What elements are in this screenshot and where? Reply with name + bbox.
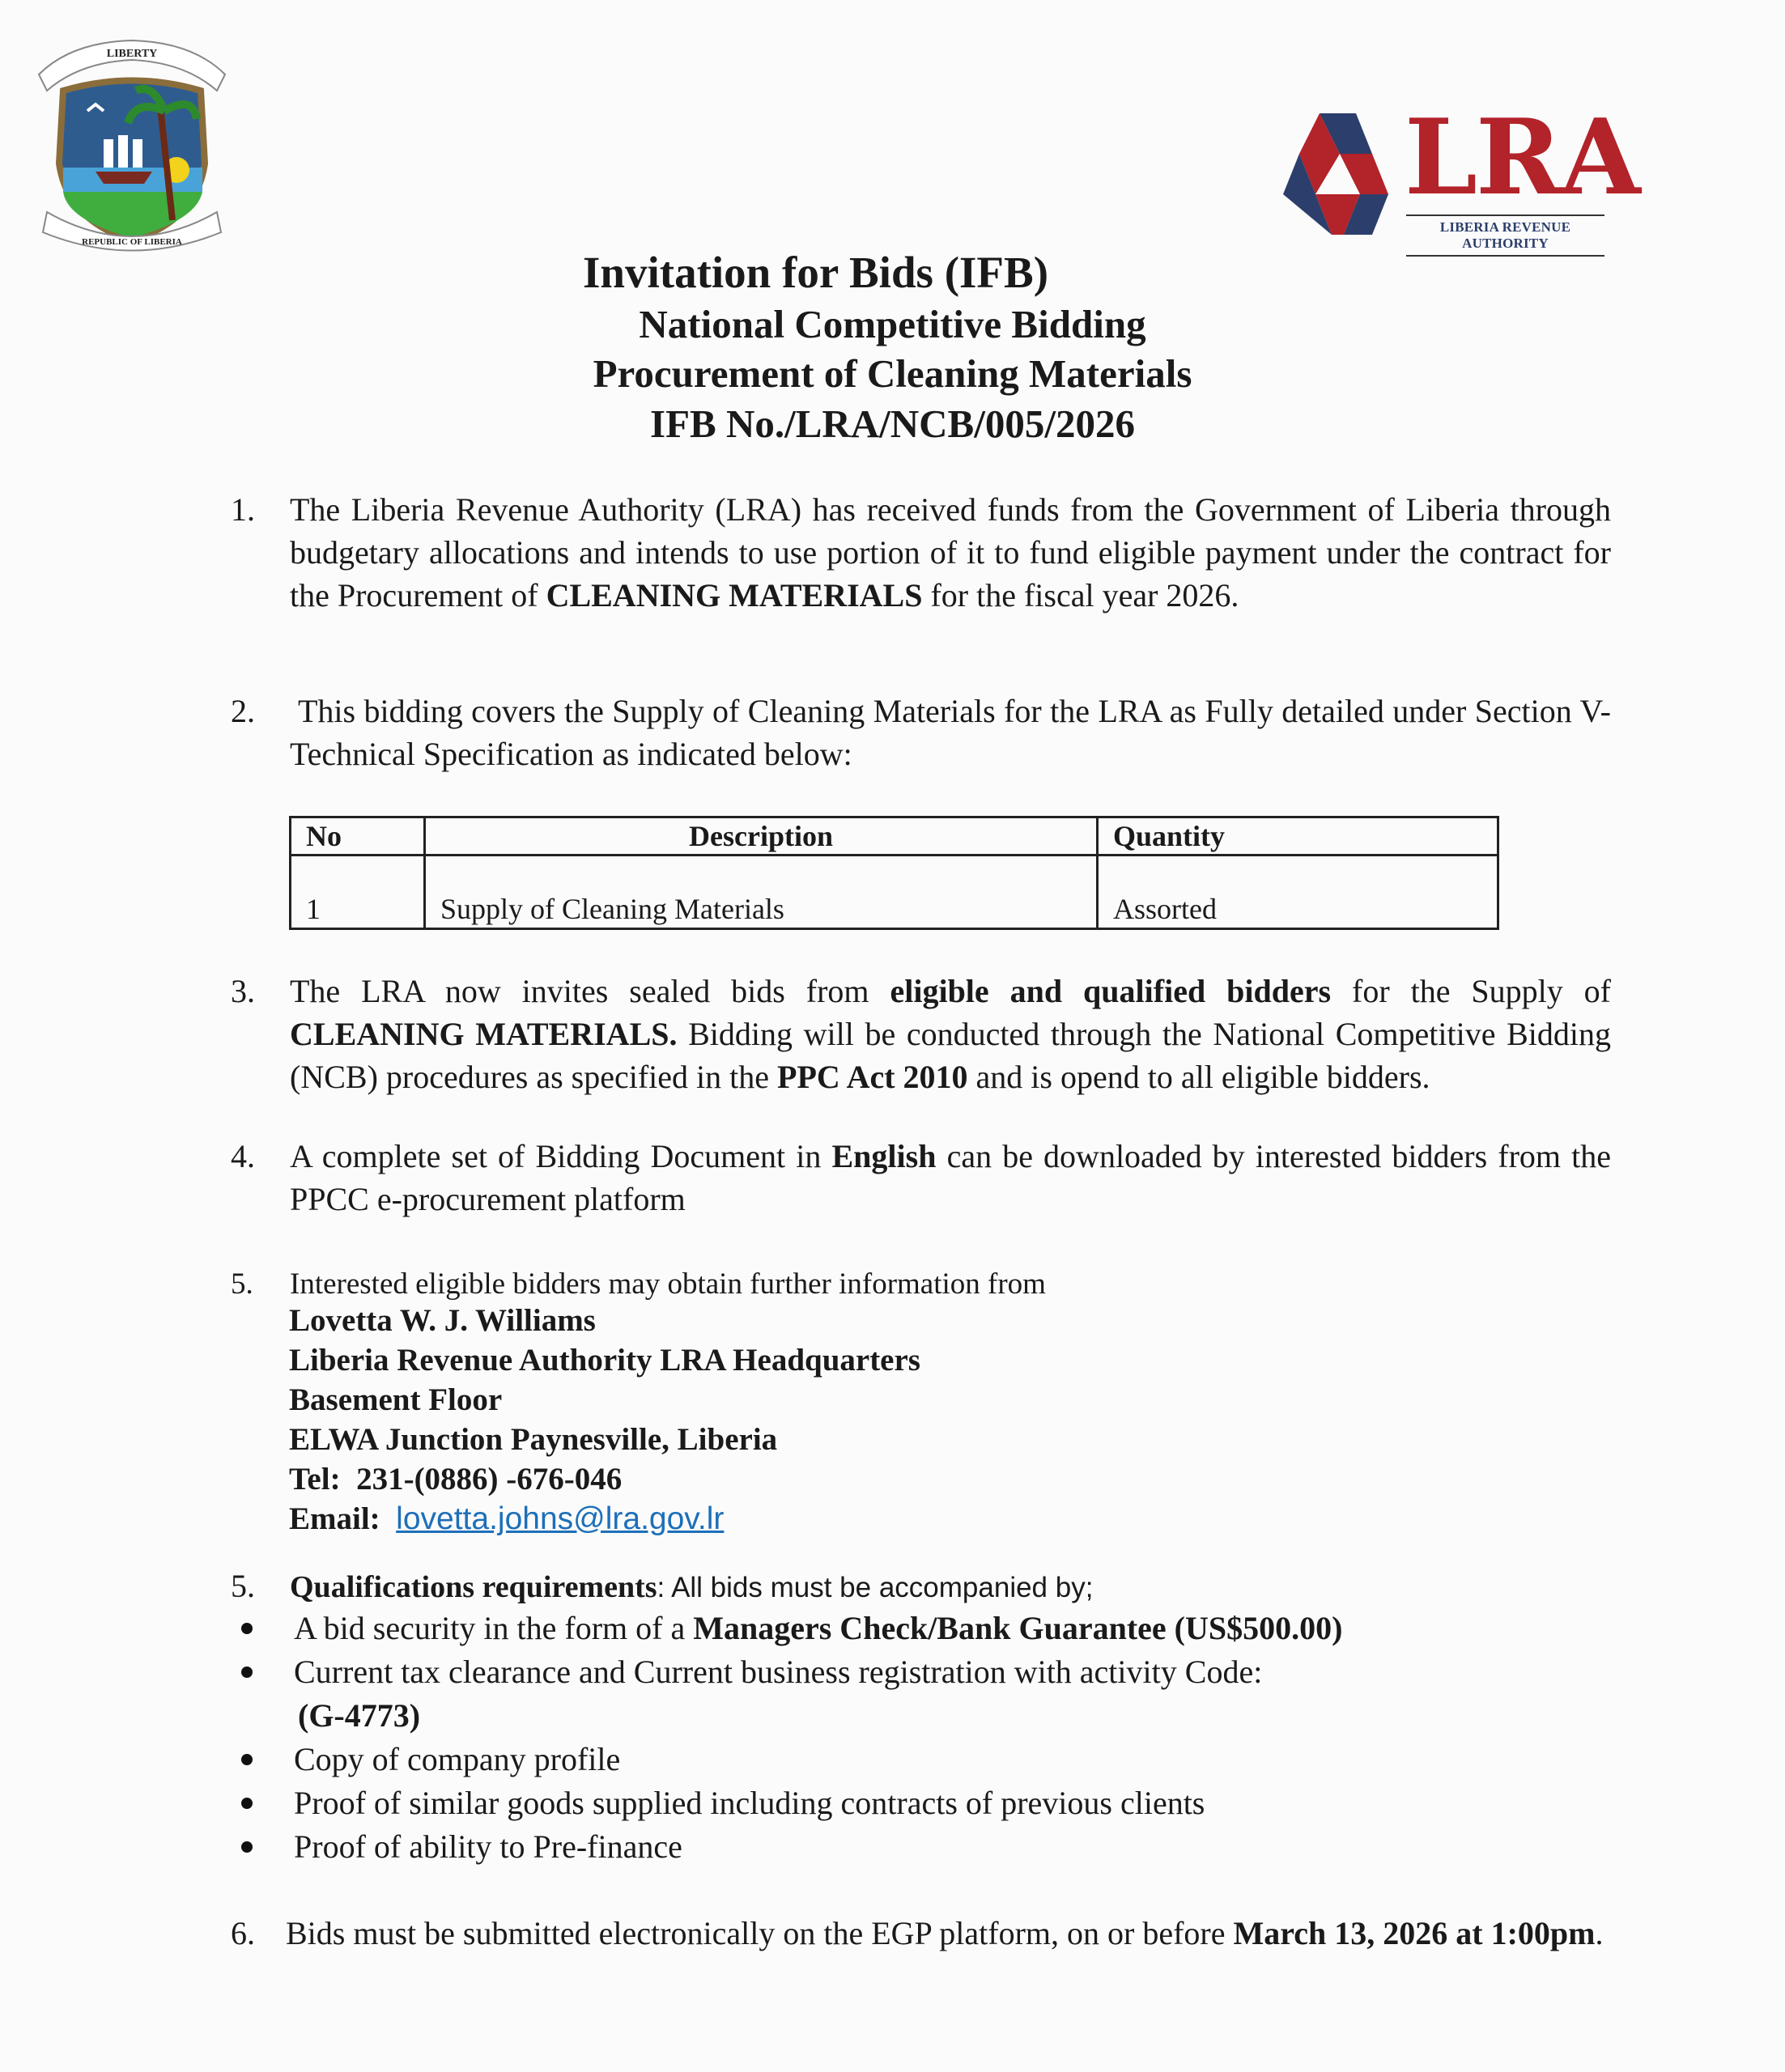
contact-name: Lovetta W. J. Williams	[289, 1303, 596, 1338]
contact-address: ELWA Junction Paynesville, Liberia	[289, 1422, 778, 1457]
item-1: 1. The Liberia Revenue Authority (LRA) has received funds from the Government of Liberia through budgetary allocations and intends to use portion of it to fund eligible payment under the contract for the Procurement of CLEANING MATERIALS for the fiscal year 2026.	[231, 488, 1611, 617]
item-number: 1.	[231, 491, 255, 528]
contact-email: Email: lovetta.johns@lra.gov.lr	[289, 1501, 725, 1536]
lra-logo	[1283, 97, 1639, 251]
contact-block	[289, 1301, 920, 1539]
bidding-type-heading: National Competitive Bidding	[639, 302, 1146, 346]
table-row	[291, 856, 1498, 929]
col-header-no: No	[291, 817, 425, 856]
bullet-icon	[241, 1841, 253, 1853]
item-6: 6. Bids must be submitted electronically on the EGP platform, on or before March 13, 2026 at 1:00pm.	[231, 1912, 1611, 1955]
coat-of-arms-icon	[23, 26, 241, 257]
list-item: Current tax clearance and Current business registration with activity Code: (G-4773)	[235, 1650, 1611, 1738]
cell-no: 1	[291, 856, 425, 929]
qualifications-list	[235, 1607, 1611, 1869]
cell-description: Supply of Cleaning Materials	[425, 856, 1098, 929]
email-link[interactable]: lovetta.johns@lra.gov.lr	[396, 1501, 725, 1536]
item-4: 4. A complete set of Bidding Document in English can be downloaded by interested bidders from the PPCC e-procurement platform	[231, 1135, 1611, 1221]
col-header-quantity: Quantity	[1098, 817, 1498, 856]
lra-logo-subtitle: LIBERIA REVENUE AUTHORITY	[1406, 214, 1604, 257]
item-number: 6.	[231, 1915, 255, 1951]
item-2: 2. This bidding covers the Supply of Cleaning Materials for the LRA as Fully detailed under Section V- Technical Specification as indicated below:	[231, 690, 1611, 775]
item-number: 5.	[231, 1568, 255, 1604]
list-item: Proof of similar goods supplied including contracts of previous clients	[235, 1781, 1611, 1825]
list-item: Proof of ability to Pre-finance	[235, 1825, 1611, 1869]
contact-org: Liberia Revenue Authority LRA Headquarters	[289, 1343, 920, 1378]
cell-quantity: Assorted	[1098, 856, 1498, 929]
bullet-icon	[241, 1623, 253, 1634]
list-item: Copy of company profile	[235, 1738, 1611, 1781]
procurement-heading: Procurement of Cleaning Materials	[593, 351, 1192, 396]
item-5-contact-intro: 5. Interested eligible bidders may obtain further information from	[231, 1263, 1611, 1306]
liberia-coat-of-arms-seal	[23, 26, 241, 257]
lra-cube-icon	[1283, 105, 1392, 243]
item-number: 2.	[231, 693, 255, 729]
qualifications-section: 5. Qualifications requirements: All bids must be accompanied by;	[231, 1565, 1611, 1609]
tel-number: 231-(0886) -676-046	[356, 1462, 623, 1497]
lra-logo-letters: LRA	[1405, 97, 1639, 219]
list-item: A bid security in the form of a Managers Check/Bank Guarantee (US$500.00)	[235, 1607, 1611, 1650]
item-number: 4.	[231, 1138, 255, 1174]
svg-text:REPUBLIC OF LIBERIA: REPUBLIC OF LIBERIA	[82, 237, 182, 247]
contact-tel: Tel: 231-(0886) -676-046	[289, 1462, 623, 1497]
col-header-description: Description	[425, 817, 1098, 856]
ifb-number: IFB No./LRA/NCB/005/2026	[650, 401, 1135, 446]
bullet-icon	[241, 1754, 253, 1765]
table-header-row	[291, 817, 1498, 856]
page-title: Invitation for Bids (IFB)	[582, 248, 1049, 297]
specification-table	[289, 816, 1499, 930]
item-number: 5.	[231, 1267, 253, 1301]
item-number: 3.	[231, 973, 255, 1009]
svg-text:LIBERTY: LIBERTY	[106, 48, 158, 60]
deadline: March 13, 2026 at 1:00pm	[1233, 1915, 1596, 1951]
contact-floor: Basement Floor	[289, 1382, 503, 1417]
bullet-icon	[241, 1798, 253, 1809]
item-3: 3. The LRA now invites sealed bids from eligible and qualified bidders for the Supply of CLEANING MATERIALS. Bidding will be conducted through the National Competitive Bidding (NCB) procedures as specified in the PPC Act 2010 and is opend to all eligible bidders.	[231, 970, 1611, 1098]
bullet-icon	[241, 1667, 253, 1678]
